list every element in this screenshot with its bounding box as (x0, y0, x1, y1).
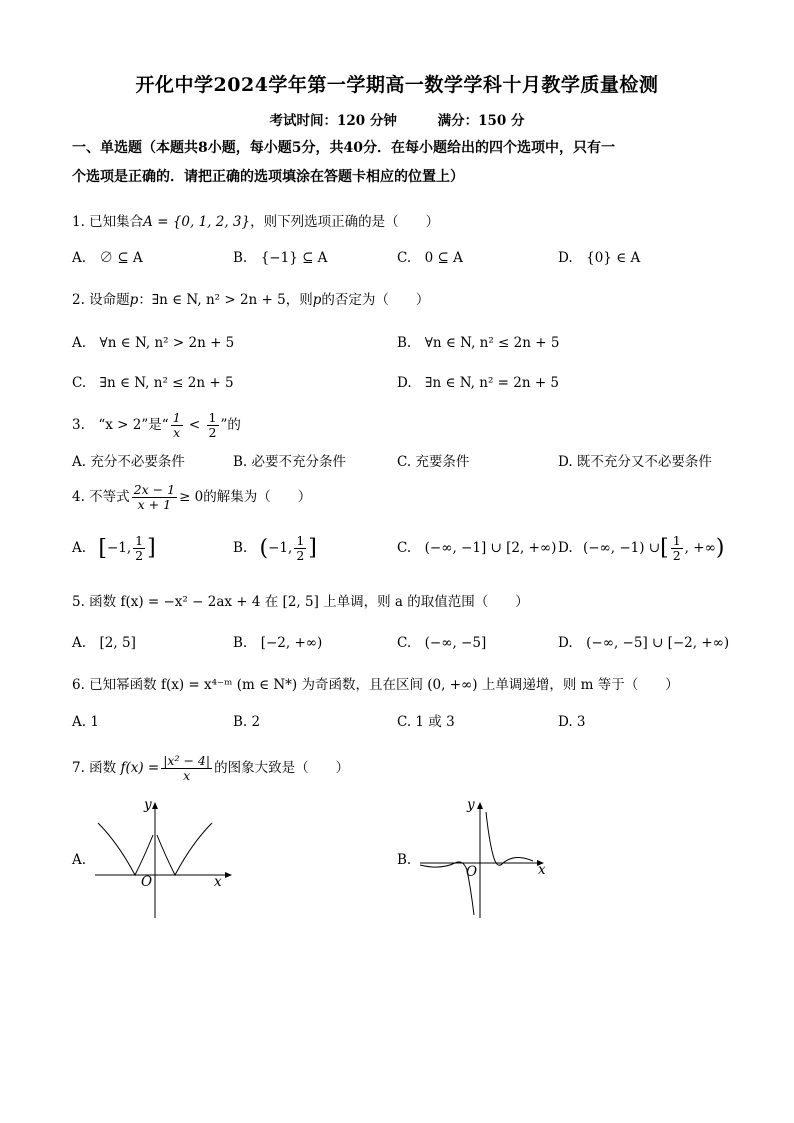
page-title: 开化中学2024学年第一学期高一数学学科十月教学质量检测 (135, 74, 659, 96)
q3-prefix: 3. “x > 2”是“ (72, 417, 169, 433)
q4-option-b-left: −1, (268, 540, 293, 556)
question-4 (72, 480, 732, 514)
q4-mid: ≥ 0 (179, 489, 204, 505)
q7-den: x (183, 768, 191, 783)
section-heading-line1: 一、单选题（本题共8小题，每小题5分，共40分．在每小题给出的四个选项中，只有一 (72, 140, 615, 156)
section-heading-line2: 个选项是正确的．请把正确的选项填涂在答题卡相应的位置上） (72, 169, 464, 185)
q5-option-c[interactable]: C. (−∞, −5] (397, 635, 487, 651)
q3-rhs-num: 1 (208, 410, 217, 425)
graph-a-x-label: x (214, 874, 222, 890)
q4-den: x + 1 (137, 497, 172, 512)
q2-option-b[interactable]: B. ∀n ∈ N, n² ≤ 2n + 5 (397, 335, 560, 351)
q3-lhs-den: x (173, 425, 181, 440)
q4-option-c[interactable]: C. (−∞, −1] ∪ [2, +∞) (397, 540, 557, 556)
q2-p-again: p (312, 292, 322, 308)
graph-a-x-arrow (225, 872, 232, 878)
q4-fraction (132, 483, 177, 512)
question-6: 6. 已知幂函数 f(x) = x⁴⁻ᵐ (m ∈ N*) 为奇函数，且在区间 (0, +∞) 上单调递增，则 m 等于（ ） (72, 677, 679, 693)
q7-fraction (161, 754, 212, 783)
exam-info (0, 109, 794, 129)
q4-option-a-fraction (133, 534, 145, 563)
q2-suffix: 的否定为（ ） (321, 292, 430, 308)
graph-a-label[interactable]: A. (72, 852, 87, 868)
q4-option-b-den: 2 (296, 548, 305, 563)
q1-prefix: 1. 已知集合 (72, 214, 144, 230)
q3-lt: < (184, 417, 205, 433)
q4-prefix: 4. 不等式 (72, 489, 130, 505)
graph-b-y-arrow (477, 802, 483, 809)
q2-prefix: 2. 设命题 (72, 292, 130, 308)
q2-option-d[interactable]: D. ∃n ∈ N, n² = 2n + 5 (397, 375, 560, 391)
q5-option-a[interactable]: A. [2, 5] (72, 635, 136, 651)
q1-option-d[interactable]: D. {0} ∈ A (558, 250, 641, 266)
q7-suffix: 的图象大致是（ ） (214, 760, 350, 776)
q6-option-c[interactable]: C. 1 或 3 (397, 714, 455, 730)
graph-a-y-arrow (152, 802, 158, 809)
graph-b-origin: O (466, 864, 478, 880)
q3-suffix: ”的 (220, 417, 241, 433)
q3-rhs-fraction (207, 411, 219, 440)
exam-score: 满分：150 分 (437, 113, 525, 129)
q1-suffix: ，则下列选项正确的是（ ） (250, 214, 440, 230)
q7-prefix: 7. 函数 (72, 760, 117, 776)
graph-b[interactable] (415, 795, 555, 920)
q1-set: A = {0, 1, 2, 3} (143, 214, 251, 230)
q1-option-b[interactable]: B. {−1} ⊆ A (233, 250, 328, 266)
q3-lhs-fraction (171, 411, 183, 440)
q4-suffix: 的解集为（ ） (203, 489, 312, 505)
q4-option-a[interactable]: A. [−1, $\frac{1}{2}$ ] (72, 533, 156, 563)
q2-option-c[interactable]: C. ∃n ∈ N, n² ≤ 2n + 5 (72, 375, 234, 391)
q5-option-d[interactable]: D. (−∞, −5] ∪ [−2, +∞) (558, 635, 730, 651)
q2-p: p (129, 292, 139, 308)
graph-a[interactable] (90, 795, 240, 920)
q4-option-a-left: −1, (106, 540, 132, 556)
exam-time: 考试时间：120 分钟 (269, 113, 397, 129)
q4-option-d-label: D. (558, 540, 573, 556)
q4-option-b-num: 1 (296, 533, 305, 548)
q3-option-c[interactable]: C. 充要条件 (397, 454, 470, 470)
q4-option-d-num: 1 (672, 533, 681, 548)
q5-option-b[interactable]: B. [−2, +∞) (233, 635, 323, 651)
q3-option-d[interactable]: D. 既不充分又不必要条件 (558, 454, 712, 470)
q4-option-d-left: (−∞, −1) ∪ (582, 540, 661, 556)
section-heading (72, 134, 722, 192)
q2-statement: ：∃n ∈ N, n² > 2n + 5，则 (138, 292, 313, 308)
q3-option-a[interactable]: A. 充分不必要条件 (72, 454, 185, 470)
q1-option-c[interactable]: C. 0 ⊆ A (397, 250, 463, 266)
q4-option-a-label: A. (72, 540, 87, 556)
q4-num: 2x − 1 (133, 482, 176, 497)
q4-option-b-fraction (294, 534, 306, 563)
graph-a-origin: O (141, 874, 153, 890)
q6-option-a[interactable]: A. 1 (72, 714, 99, 730)
q7-fx: f(x) = (120, 760, 160, 776)
q4-option-a-den: 2 (135, 548, 144, 563)
q4-option-d-right: , +∞ (684, 540, 716, 556)
q7-num: |x² − 4| (163, 753, 211, 768)
q4-option-b[interactable]: B. (−1, $\frac{1}{2}$ ] (233, 533, 317, 563)
graph-b-right-curve (486, 812, 533, 865)
q6-option-b[interactable]: B. 2 (233, 714, 261, 730)
question-5: 5. 函数 f(x) = −x² − 2ax + 4 在 [2, 5] 上单调，则 a 的取值范围（ ） (72, 594, 529, 610)
question-1 (72, 212, 732, 232)
question-2 (72, 290, 732, 310)
graph-a-y-label: y (144, 797, 152, 813)
graph-a-left-curve (98, 823, 153, 875)
graph-a-right-curve (157, 823, 212, 875)
q3-option-b[interactable]: B. 必要不充分条件 (233, 454, 347, 470)
q2-option-a[interactable]: A. ∀n ∈ N, n² > 2n + 5 (72, 335, 235, 351)
q4-option-a-num: 1 (135, 533, 144, 548)
graph-b-label[interactable]: B. (397, 852, 412, 868)
q3-lhs-num: 1 (172, 410, 181, 425)
q4-option-d-den: 2 (672, 548, 681, 563)
question-3 (72, 408, 732, 442)
graph-b-y-label: y (467, 797, 475, 813)
graph-b-x-label: x (538, 862, 546, 878)
q6-option-d[interactable]: D. 3 (558, 714, 586, 730)
q3-rhs-den: 2 (208, 425, 217, 440)
question-7 (72, 750, 732, 786)
q4-option-d-fraction (671, 534, 683, 563)
q4-option-b-label: B. (233, 540, 248, 556)
q4-option-d[interactable]: D. (−∞, −1) ∪[ $\frac{1}{2}$ , +∞) (558, 533, 725, 563)
q1-option-a[interactable]: A. ∅ ⊆ A (72, 250, 143, 266)
